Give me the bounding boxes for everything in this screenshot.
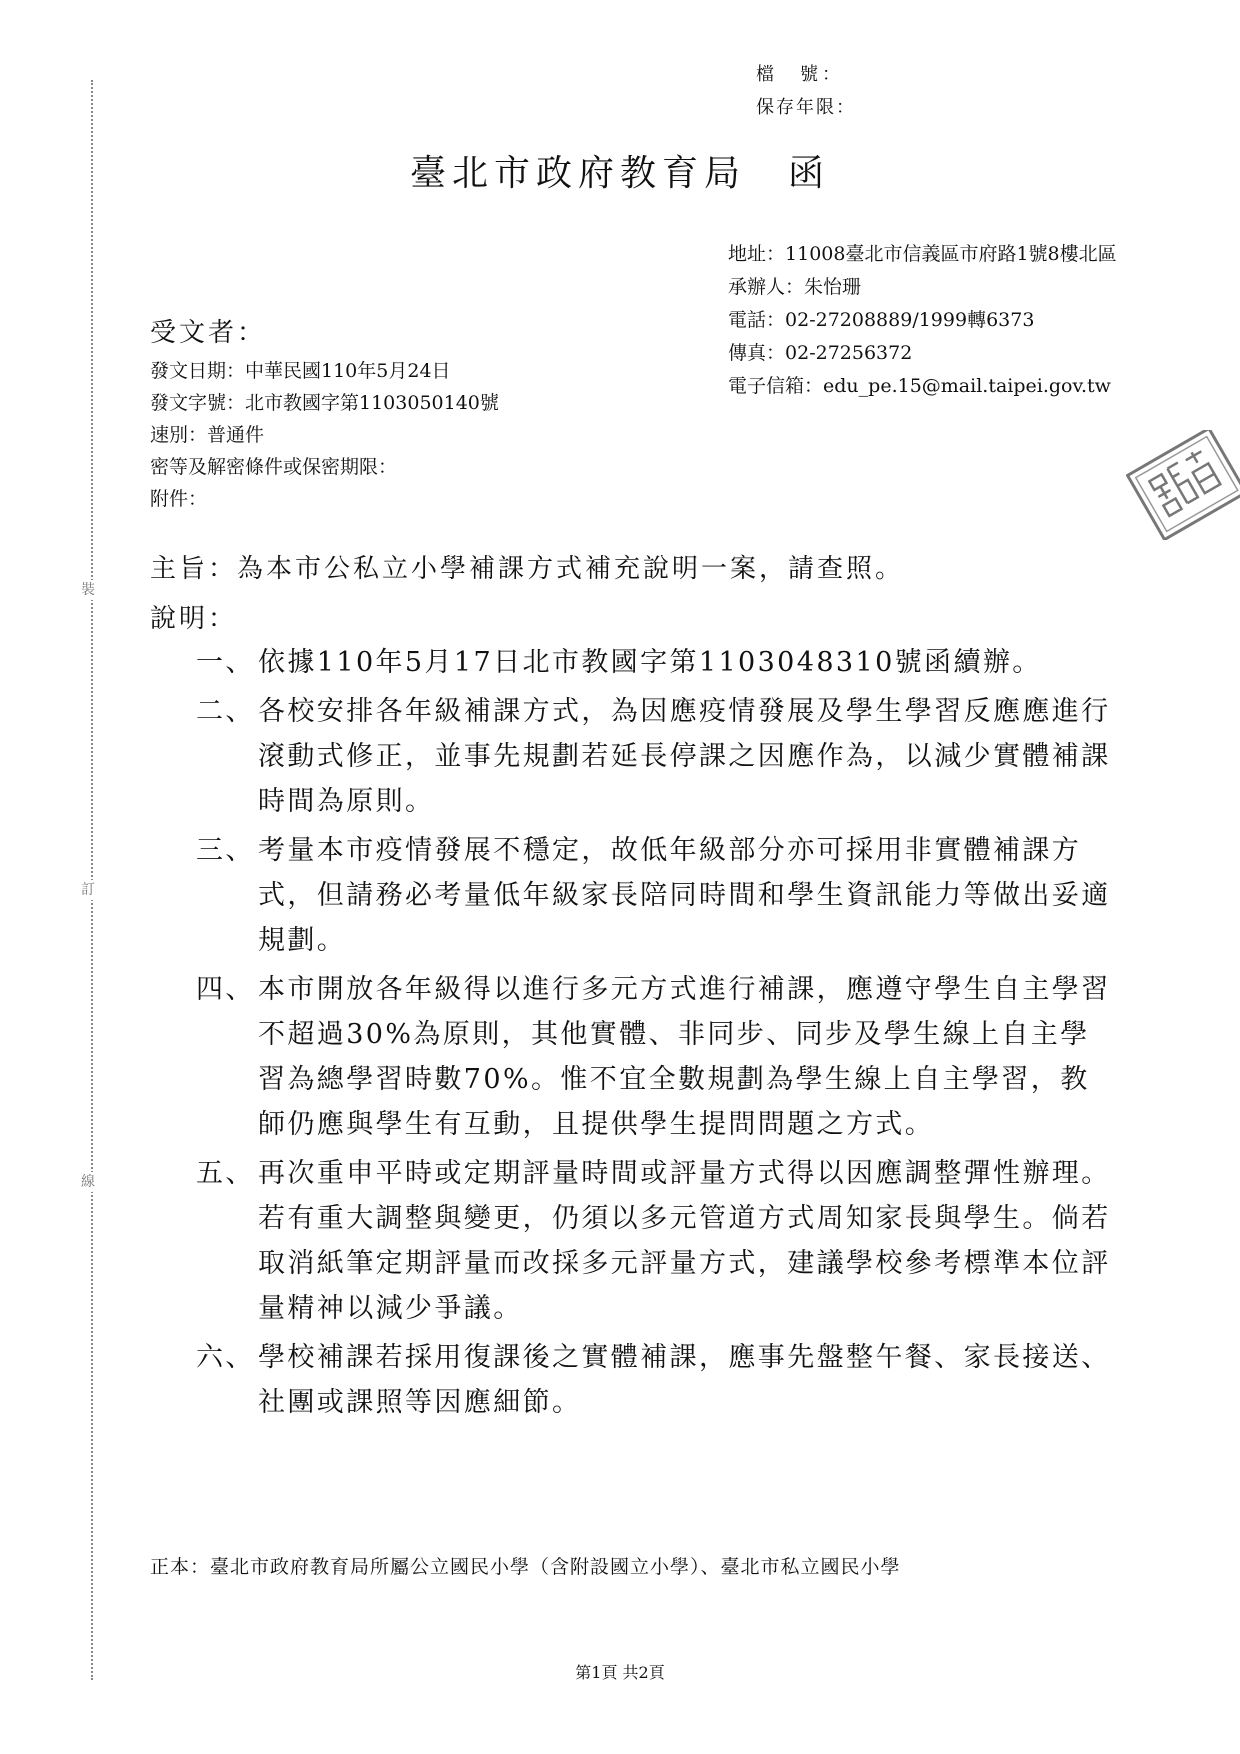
explanation-item — [196, 640, 1116, 685]
explanation-item — [196, 1335, 1116, 1425]
issue-meta-block — [150, 355, 499, 515]
item-number: 六、 — [196, 1342, 255, 1373]
phone-label: 電話： — [728, 309, 786, 331]
fax-value: 02-27256372 — [785, 342, 913, 364]
delivery-speed: 速別：普通件 — [150, 424, 265, 446]
page-number: 第1頁 共2頁 — [575, 1663, 665, 1682]
item-number: 四、 — [196, 974, 255, 1005]
reference-number: 發文字號：北市教國字第1103050140號 — [150, 392, 499, 414]
secrecy-level: 密等及解密條件或保密期限： — [150, 456, 398, 478]
contact-row — [728, 271, 1128, 304]
binding-char-ding: 訂 — [81, 882, 95, 898]
binding-char-zhuang: 裝 — [81, 582, 95, 598]
main-recipients: 正本：臺北市政府教育局所屬公立國民小學（含附設國立小學）、臺北市私立國民小學 — [150, 1556, 901, 1578]
official-seal-stamp — [1126, 430, 1240, 540]
item-number: 五、 — [196, 1158, 255, 1189]
explanation-item — [196, 967, 1116, 1147]
item-text: 再次重申平時或定期評量時間或評量方式得以因應調整彈性辦理。若有重大調整與變更，仍須以多元管道方式周知家長與學生。倘若取消紙筆定期評量而改採多元評量方式，建議學校參考標準本位評量精神以減少爭議。 — [258, 1158, 1111, 1324]
item-number: 一、 — [196, 647, 255, 678]
contact-person-label: 承辦人： — [728, 276, 805, 298]
explanation-item — [196, 689, 1116, 824]
phone-value: 02-27208889/1999轉6373 — [785, 309, 1035, 331]
item-number: 二、 — [196, 696, 255, 727]
binding-char-xian: 線 — [81, 1174, 95, 1190]
recipient-label: 受文者： — [150, 318, 267, 348]
sender-info-block — [728, 238, 1128, 403]
explanation-item — [196, 828, 1116, 963]
issue-date: 發文日期：中華民國110年5月24日 — [150, 360, 451, 382]
fax-row — [728, 337, 1128, 370]
doc-number-label: 檔 號： — [756, 64, 844, 85]
email-label: 電子信箱： — [728, 375, 824, 397]
fax-label: 傳真： — [728, 342, 786, 364]
attachment-label: 附件： — [150, 488, 208, 510]
contact-person-value: 朱怡珊 — [804, 276, 862, 298]
explanation-item — [196, 1151, 1116, 1331]
address-label: 地址： — [728, 243, 786, 265]
document-title: 臺北市政府教育局 函 — [409, 153, 830, 194]
explanation-items — [196, 640, 1116, 1429]
address-value: 11008臺北市信義區市府路1號8樓北區 — [785, 243, 1117, 265]
phone-row — [728, 304, 1128, 337]
explanation-label: 說明： — [150, 604, 238, 634]
item-text: 本市開放各年級得以進行多元方式進行補課，應遵守學生自主學習不超過30%為原則，其他實體、非同步、同步及學生線上自主學習為總學習時數70%。惟不宜全數規劃為學生線上自主學習，教師仍應與學生有互動，且提供學生提問問題之方式。 — [258, 974, 1111, 1140]
retention-period-label: 保存年限： — [756, 97, 856, 118]
item-text: 各校安排各年級補課方式，為因應疫情發展及學生學習反應應進行滾動式修正，並事先規劃若延長停課之因應作為，以減少實體補課時間為原則。 — [258, 696, 1111, 817]
item-text: 依據110年5月17日北市教國字第1103048310號函續辦。 — [258, 647, 1042, 678]
email-row — [728, 370, 1128, 403]
subject-line: 主旨：為本市公私立小學補課方式補充說明一案，請查照。 — [150, 554, 905, 584]
item-text: 學校補課若採用復課後之實體補課，應事先盤整午餐、家長接送、社團或課照等因應細節。 — [258, 1342, 1111, 1418]
address-row — [728, 238, 1128, 271]
item-number: 三、 — [196, 835, 255, 866]
item-text: 考量本市疫情發展不穩定，故低年級部分亦可採用非實體補課方式，但請務必考量低年級家長陪同時間和學生資訊能力等做出妥適規劃。 — [258, 835, 1111, 956]
email-value: edu_pe.15@mail.taipei.gov.tw — [823, 375, 1111, 397]
